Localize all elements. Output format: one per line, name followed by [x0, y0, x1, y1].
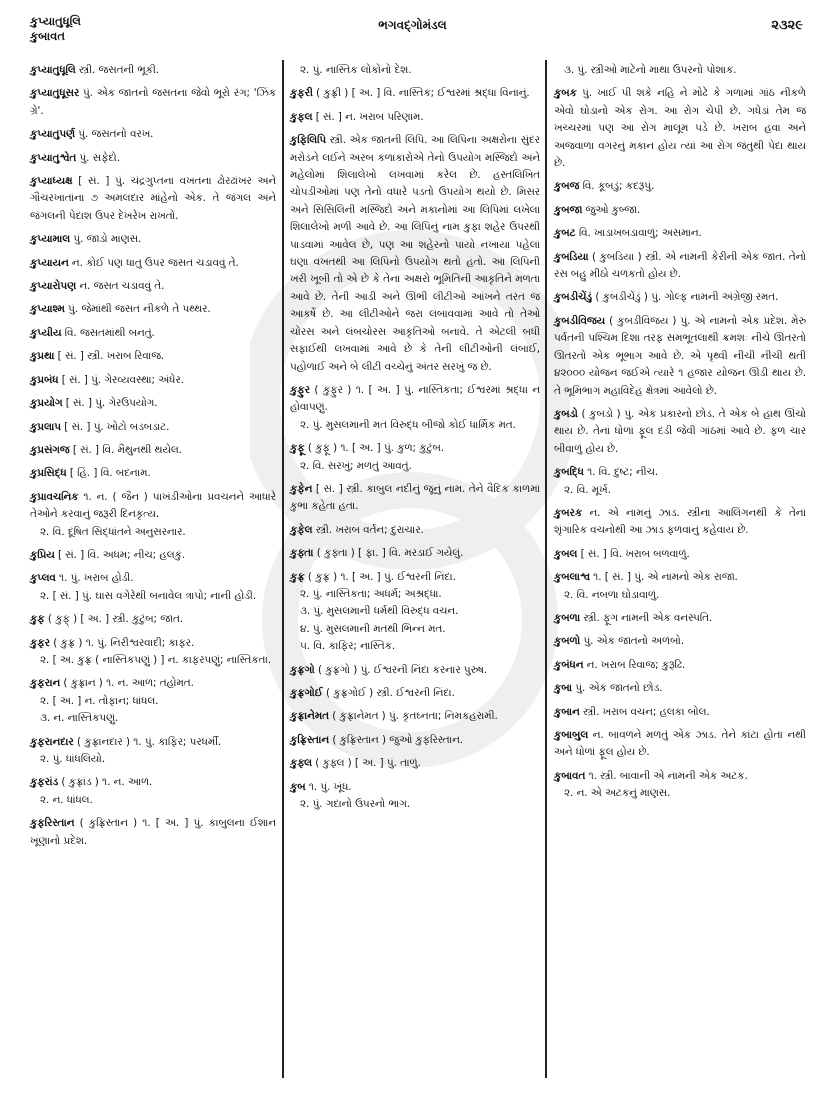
entry-sense: ૨. ન. ધાંધલ. [40, 793, 93, 806]
entry-headword: કુપ્રયોગ [30, 397, 63, 410]
entry-definition: ન. ખરાબ રિવાજ; કુરૂઢિ. [586, 658, 686, 671]
entry-sense: ૫. વિ. કાફિર; નાસ્તિક. [300, 640, 396, 653]
dictionary-entry [30, 85, 276, 120]
entry-headword: કુપ્રથા [30, 350, 55, 363]
entry-headword: કુપ્યાતુશ્વેત [30, 151, 77, 164]
entry-definition: ( કુફ્રાનેમત ) પું. કૃતઘ્નતા; નિમકહરામી. [332, 710, 498, 723]
entry-sense: ૪. પું. મુસલમાની મતથી ભિન્ન મત. [300, 622, 446, 635]
entry-headword: કુબલ [554, 547, 578, 560]
dictionary-entry [554, 225, 806, 242]
entry-headword: કુફિલિપિ [290, 134, 327, 147]
dictionary-entry [554, 633, 806, 650]
entry-definition: [ સં. ] વિ. મૈથુનથી થયેલ. [72, 443, 182, 456]
dictionary-entry [290, 481, 540, 516]
entry-definition: પું. એક જાતનો છોડ. [575, 682, 663, 695]
entry-headword: કુફેલ [290, 523, 313, 536]
entry-definition: ૨. પું. નાસ્તિક લોકોનો દેશ. [300, 64, 412, 76]
entry-headword: કુપ્રલાપ [30, 420, 61, 433]
entry-headword: કુબાવત [554, 769, 586, 782]
entry-headword: કુપ્યામાલ [30, 233, 71, 246]
entry-definition: ( કુફ્રગો ) પું. ઈશ્વરની નિંદા કરનાર પુરુષ. [318, 663, 488, 676]
dictionary-entry [554, 289, 806, 306]
entry-definition: સ્ત્રી. જસતની ભૂકી. [78, 64, 160, 76]
dictionary-entry [554, 202, 806, 219]
dictionary-entry [30, 372, 276, 389]
entry-headword: કુબડીચેંડું [554, 291, 593, 304]
dictionary-entry [30, 150, 276, 167]
dictionary-entry [554, 178, 806, 195]
entry-definition: પું. સફેદો. [79, 151, 121, 164]
dictionary-entry [30, 611, 276, 628]
entry-headword: કુપ્યાતુપર્ણ [30, 128, 76, 141]
dictionary-entry [30, 173, 276, 225]
entry-headword: કુફરાંડ [30, 776, 59, 789]
dictionary-entry [554, 464, 806, 499]
dictionary-entry [290, 545, 540, 562]
dictionary-entry [30, 419, 276, 436]
entry-headword: કુફર [30, 636, 50, 649]
guide-word-last: કુબાવત [30, 29, 65, 43]
dictionary-entry [554, 680, 806, 697]
entry-headword: કુફ્તા [290, 547, 314, 560]
dictionary-entry [30, 62, 276, 79]
entry-sense: ૩. પું. મુસલમાની ધર્મથી વિરુદ્ધ વચન. [300, 605, 459, 618]
entry-headword: કુબાન [554, 705, 580, 718]
entry-definition: સ્ત્રી. ફૂગ નામની એક વનસ્પતિ. [583, 611, 713, 624]
dictionary-entry [554, 62, 806, 79]
dictionary-entry [554, 249, 806, 284]
dictionary-entry [290, 132, 540, 376]
entry-definition: [ સં. ] પું. ગેરવ્યવસ્થા; અંધેર. [61, 373, 184, 386]
entry-headword: કુબળા [554, 611, 581, 624]
entry-headword: કુફ્રગો [290, 663, 315, 676]
dictionary-entry [30, 675, 276, 727]
entry-definition: સ્ત્રી. ખરાબ વચન; હલકા બોલ. [583, 705, 710, 718]
entry-definition: ( કુફ્ર ) ૧. [ અ. ] પું. ઈશ્વરની નિંદા. [307, 570, 456, 583]
entry-sense: ૨. [ અ. કુફ્ર ( નાસ્તિકપણું ) ] ન. કાફરપણું; નાસ્તિકતા. [40, 653, 272, 666]
dictionary-entry [554, 85, 806, 172]
dictionary-entry [554, 406, 806, 458]
dictionary-entry [30, 255, 276, 272]
guide-word-first: કુપ્યાતુધૂલિ [30, 14, 81, 28]
entry-definition: ( કુબડીવિજય ) પું. એ નામનો એક પ્રદેશ. મેરુ પર્વતની પશ્ચિમ દિશા તરફ સમભૂતલાથી ક્રમશઃ નીચે ઊતરતો ઊતરતો એક ભૂભાગ આવે છે. એ પૃથ્વી નીચી નીચી થતી ૪૨૦૦૦ યોજન જઈએ ત્યારે ૧ હજાર યોજન ઊંડી થાય છે. તે ભૂમિભાગ મહાવિદેહ ક્ષેત્રમાં આવેલો છે. [554, 314, 806, 397]
dictionary-entry [554, 657, 806, 674]
dictionary-entry [290, 685, 540, 702]
dictionary-entry [554, 768, 806, 803]
dictionary-entry [30, 126, 276, 143]
entry-definition: ( કુફુર ) ૧. [ અ. ] પું. નાસ્તિકતા; ઈશ્વરમાં શ્રદ્ધા ન હોવાપણું. [290, 383, 540, 414]
dictionary-entry [30, 547, 276, 564]
page-header [0, 14, 825, 50]
entry-definition: પું. એક જાતનો જસતના જેવો ભૂરો રંગ; 'ઝિંક ગ્રે'. [30, 87, 276, 117]
entry-headword: કુપ્યાતુધૂલિ [30, 64, 76, 76]
entry-definition: ૧. [ સં. ] પું. એ નામનો એક રાજા. [593, 571, 738, 584]
entry-definition: સ્ત્રી. ખરાબ વર્તન; દુરાચાર. [315, 523, 424, 536]
entry-headword: કુપ્યાધ્યક્ષ [30, 175, 73, 188]
entry-headword: કુબલાશ્વ [554, 571, 590, 584]
entry-definition: [ સં. ] વિ. ખરાબ બળવાળું. [580, 547, 690, 560]
entry-headword: કુફૂ [290, 442, 305, 455]
entry-headword: કુફરાન [30, 677, 61, 690]
entry-headword: કુપ્રિય [30, 548, 55, 561]
entry-headword: કુબક [554, 87, 577, 100]
entry-definition: ( કુફ્રિસ્તાન ) ૧. [ અ. ] પું. કાબુલના ઈશાન ખૂણાનો પ્રદેશ. [30, 817, 277, 847]
dictionary-entry [554, 313, 806, 400]
entry-sense: ૨. પું. ગદાનો ઉપરનો ભાગ. [300, 798, 410, 811]
entry-sense: ૨. વિ. સરખું; મળતું આવતું. [300, 459, 412, 472]
dictionary-entry [30, 442, 276, 459]
entry-definition: સ્ત્રી. એક જાતની લિપિ. આ લિપિના અક્ષરોના સુંદર મરોડને લઈને અરબ કળાકારોએ તેનો ઉપયોગ મસ્જિદો અને મહેલોમાં શિલાલેખો લખવામાં કરેલ છે. હસ્તલિખિત ચોપડીઓમાં પણ તેનો વધારે પડતો ઉપયોગ થયો છે. મિસર અને સિસિલિની મસ્જિદો અને મકાનોમાં આ લિપિમાં લખેલા શિલાલેખો મળી આવે છે. આ લિપિનું નામ કુફા શહેર ઉપરથી પાડવામાં આવેલ છે, પણ આ શહેરનો પાયો નખાયા પહેલાં ઘણા વખતથી આ લિપિનો ઉપયોગ થતો હતો. આ લિપિની ખરી ખૂબી તો એ છે કે તેના અક્ષરો ભૂમિતિની આકૃતિને મળતા આવે છે. તેની આડી અને ઊભી લીટીઓ આંખને તરત જ આકર્ષે છે. આ લીટીઓને જરા લંબાવવામાં આવે તો તેઓ ચોરસ અને લંબચોરસ આકૃતિઓ બનાવે. તે એટલી બધી સફાઈથી લખવામાં આવે છે કે તેની લીટીઓની લંબાઈ, પહોળાઈ અને બે લીટી વચ્ચેનું અંતર સરખું જ છે. [290, 134, 540, 373]
dictionary-entry [290, 62, 540, 79]
entry-headword: કુફ [30, 613, 45, 626]
entry-headword: કુપ્લવ [30, 572, 56, 585]
dictionary-entry [554, 727, 806, 762]
column-2 [290, 62, 540, 819]
entry-definition: [ સં. ] સ્ત્રી. ખરાબ રિવાજ. [57, 350, 165, 363]
entry-headword: કુફરી [290, 87, 313, 100]
entry-definition: ન. બાવળને મળતું એક ઝાડ. તેને કાંટા હોતા નથી અને ધોળાં ફૂલ હોય છે. [554, 729, 807, 759]
entry-headword: કુફ્રિસ્તાન [290, 733, 330, 746]
entry-definition: ( કુબડિયા ) સ્ત્રી. એ નામની કેરીની એક જાત. તેનો રસ બહુ મીઠો ચળકતો હોય છે. [554, 250, 806, 281]
dictionary-entry [290, 708, 540, 725]
entry-sense: ૨. [ સં. ] પું. ઘાસ વગેરેથી બનાવેલ ત્રાપો; નાની હોડી. [40, 589, 257, 602]
page-title: ભગવદ્ગોમંડલ [378, 18, 447, 32]
dictionary-entry [554, 505, 806, 540]
entry-headword: કુફ્રાનેમત [290, 710, 329, 723]
dictionary-entry [554, 704, 806, 721]
entry-definition: ૩. પું. સ્ત્રીઓ માટેનો માથા ઉપરનો પોશાક. [564, 64, 737, 76]
entry-definition: ( કુફ્રાનદાર ) ૧. પું. કાફિર; પરધર્મી. [77, 735, 222, 748]
entry-definition: પું. જાડો માણસ. [73, 233, 142, 246]
entry-headword: કુબદ્ધિ [554, 466, 584, 479]
entry-definition: ( કુફ્લ ) [ અ. ] પું. તાળું. [315, 757, 421, 770]
entry-sense: ૨. ન. એ અટકનું માણસ. [564, 787, 671, 800]
dictionary-entry [30, 815, 276, 850]
dictionary-entry [290, 109, 540, 126]
entry-definition: પું. જસતનો વરખ. [78, 128, 154, 141]
entry-headword: કુબાબુલ [554, 729, 589, 741]
entry-headword: કુપ્રબંધ [30, 373, 59, 386]
dictionary-entry [30, 734, 276, 769]
entry-definition: ( કુફ્ ) [ અ. ] સ્ત્રી. કુટુંબ; જાત. [47, 613, 184, 626]
entry-sense: ૨. પું. નાસ્તિકતા; અધર્મ; અશ્રદ્ધા. [300, 587, 442, 600]
entry-headword: કુફ્રગોઈ [290, 687, 323, 699]
entry-headword: કુપ્યારોપણ [30, 280, 77, 293]
entry-definition: ( કુબડીચેંડું ) પું. ગોલ્ફ નામની અંગ્રેજી રમત. [595, 291, 779, 304]
entry-headword: કુફલ [290, 110, 313, 123]
entry-definition: ૧. વિ. દુષ્ટ; નીચ. [587, 466, 659, 479]
entry-definition: પું. જેમાંથી જસત નીકળે તે પથ્થર. [68, 303, 211, 316]
dictionary-entry [30, 278, 276, 295]
entry-definition: [ સં. ] પું. ગેરઉપયોગ. [65, 397, 158, 410]
column-1 [30, 62, 276, 856]
entry-definition: ૧. ન. ( જૈન ) પાખંડીઓના પ્રવચનને આધારે તેઓને કરવાનું જરૂરી દિનકૃત્ય. [30, 490, 276, 521]
dictionary-entry [290, 662, 540, 679]
dictionary-entry [30, 635, 276, 670]
entry-definition: જુઓ કુબ્જા. [585, 203, 641, 216]
dictionary-entry [290, 779, 540, 814]
entry-headword: કુફેન [290, 482, 313, 495]
entry-sense: ૨. વિ. દૂષિત સિદ્ધાંતને અનુસરનાર. [40, 525, 186, 538]
dictionary-entry [30, 465, 276, 482]
entry-definition: ન. કોઈ પણ ધાતુ ઉપર જસત ચડાવવું તે. [71, 256, 239, 269]
entry-definition: ( કુફૂ ) ૧. [ અ. ] પું. કુળ; કુટુંબ. [307, 442, 445, 455]
dictionary-entry [290, 85, 540, 102]
entry-headword: કુબા [554, 682, 573, 695]
entry-sense: ૨. વિ. મૂર્ખ. [564, 483, 611, 496]
entry-definition: ૧. સ્ત્રી. બાવાની એ નામની એક અટક. [588, 769, 748, 782]
entry-definition: [ હિં. ] વિ. બદનામ. [69, 467, 151, 480]
entry-headword: કુપ્યાયન [30, 256, 69, 269]
dictionary-entry [30, 231, 276, 248]
entry-definition: [ સં. ] પું. ખોટો બડબડાટ. [64, 420, 170, 433]
column-divider [282, 60, 284, 1078]
entry-sense: ૨. [ અ. ] ન. તોફાન; ધાંધલ. [40, 694, 159, 707]
entry-definition: વિ. કૂબડું; કદરૂપું. [582, 180, 655, 193]
dictionary-entry [554, 610, 806, 627]
entry-sense: ૨. પું. મુસલમાની મત વિરુદ્ધ બીજો કોઈ ધાર્મિક મત. [300, 418, 516, 431]
entry-headword: કુબડિયા [554, 250, 589, 263]
dictionary-entry [290, 382, 540, 434]
entry-definition: ( કુફ્તા ) [ ફા. ] વિ. મરડાઈ ગયેલું. [316, 547, 464, 560]
entry-headword: કુબ [290, 780, 306, 793]
entry-headword: કુપ્યીય [30, 326, 62, 339]
dictionary-entry [554, 569, 806, 604]
dictionary-entry [290, 755, 540, 772]
entry-definition: વિ. જસતમાંથી બનતું. [64, 326, 155, 339]
entry-headword: કુબરક [554, 506, 583, 519]
entry-definition: ( કુફ્રાન ) ૧. ન. આળ; તહોમત. [63, 677, 194, 690]
entry-headword: કુપ્યાતુધૂસર [30, 87, 80, 100]
dictionary-entry [30, 325, 276, 342]
entry-definition: [ સં. ] સ્ત્રી. કાબુલ નદીનું જૂનું નામ. તેને વૈદિક કાળમાં કુભા કહેતા હતા. [290, 482, 540, 513]
entry-headword: કુપ્રાવચનિક [30, 490, 79, 503]
entry-headword: કુબજા [554, 203, 583, 216]
entry-definition: વિ. ખાડાખબડાવાળું; અસમાન. [578, 227, 702, 240]
entry-definition: ૧. પું. ખૂંધ. [308, 780, 352, 793]
entry-definition: [ સં. ] વિ. અધમ; નીચ; હલકું. [58, 548, 186, 561]
entry-definition: ( કુફ્ર ) ૧. પું. નિરીશ્વરવાદી; કાફર. [53, 636, 195, 649]
entry-definition: [ સં. ] ન. ખરાબ પરિણામ. [315, 110, 424, 123]
entry-sense: ૨. પું. ધાંધલિયો. [40, 753, 106, 765]
dictionary-entry [30, 301, 276, 318]
entry-headword: કુબડીવિજય [554, 314, 606, 327]
dictionary-entry [290, 440, 540, 475]
entry-headword: કુપ્યાશ્મ [30, 303, 65, 316]
dictionary-entry [290, 569, 540, 656]
entry-definition: ( કુફ્રિસ્તાન ) જુઓ કુફરિસ્તાન. [332, 733, 464, 746]
entry-headword: કુબંધન [554, 658, 584, 671]
entry-headword: કુફરિસ્તાન [30, 817, 75, 830]
entry-headword: કુફ્ર [290, 570, 305, 583]
dictionary-entry [30, 489, 276, 541]
entry-headword: કુબજ [554, 180, 580, 193]
entry-definition: પું. એક જાતનો અળંબો. [583, 635, 685, 648]
dictionary-entry [30, 395, 276, 412]
entry-sense: ૩. ન. નાસ્તિકપણું. [40, 712, 119, 725]
entry-headword: કુબડો [554, 407, 578, 420]
entry-definition: ન. જસત ચડાવવું તે. [79, 280, 165, 293]
entry-definition: ( કુફ્રાંડ ) ૧. ન. આળ. [61, 776, 153, 789]
column-divider [545, 60, 547, 1078]
entry-definition: ૧. પું. ખરાબ હોડી. [59, 572, 134, 585]
entry-headword: કુપ્રસંગજ [30, 443, 70, 456]
dictionary-entry [30, 774, 276, 809]
entry-sense: ૨. વિ. નબળા ઘોડાવાળું. [564, 588, 660, 601]
entry-headword: કુફુર [290, 383, 310, 396]
dictionary-entry [30, 570, 276, 605]
entry-headword: કુપ્રસિદ્ધ [30, 467, 67, 480]
entry-headword: કુબળો [554, 635, 581, 648]
entry-headword: કુફરાનદાર [30, 735, 74, 748]
dictionary-entry [554, 546, 806, 563]
page-number: ૨૩૨૯ [771, 18, 803, 33]
entry-headword: કુબટ [554, 227, 576, 240]
dictionary-entry [30, 348, 276, 365]
entry-definition: ( કુફ્રગોઈ ) સ્ત્રી. ઈશ્વરની નિંદા. [325, 687, 455, 699]
dictionary-entry [290, 522, 540, 539]
entry-definition: પું. ખાઈ પી શકે નહિ ને મોઢે કે ગળામાં ગાંઠ નીકળે એવો ઘોડાનો એક રોગ. આ રોગ ચેપી છે. ગધેડાં તેમ જ ખચ્ચરમાં પણ આ રોગ માલૂમ પડે છે. ખરાબ હવા અને અજવાળા વગરનું મકાન હોય ત્યાં આ રોગ જંતુથી પેદા થાય છે. [554, 87, 806, 170]
entry-definition: ન. એ નામનું ઝાડ. સ્ત્રીના આલિંગનથી કે તેનાં શૃંગારિક વચનોથી આ ઝાડ ફળવાનું કહેવાય છે. [554, 506, 806, 537]
dictionary-entry [290, 732, 540, 749]
entry-definition: [ સં. ] પું. ચંદ્રગુપ્તના વખતના ઢોરઢાંખર અને ગૌચરખાતાંના ૭ અમલદાર માંહેનો એક. તે જંગલ અને જંગલની પેદાશ ઉપર દેખરેખ રાખતો. [30, 175, 276, 222]
column-3 [554, 62, 806, 809]
entry-definition: ( કુફ્રી ) [ અ. ] વિ. નાસ્તિક; ઈશ્વરમાં શ્રદ્ધા વિનાનું. [316, 87, 530, 100]
entry-definition: ( કુબડો ) પું. એક પ્રકારનો છોડ. તે એક બે હાથ ઊંચો થાય છે. તેનાં ધોળાં ફૂલ દડી જેવી ગાંઠમાં આવે છે. ફળ ચાર બીવાળું હોય છે. [554, 407, 806, 455]
entry-headword: કુફ્લ [290, 757, 312, 770]
